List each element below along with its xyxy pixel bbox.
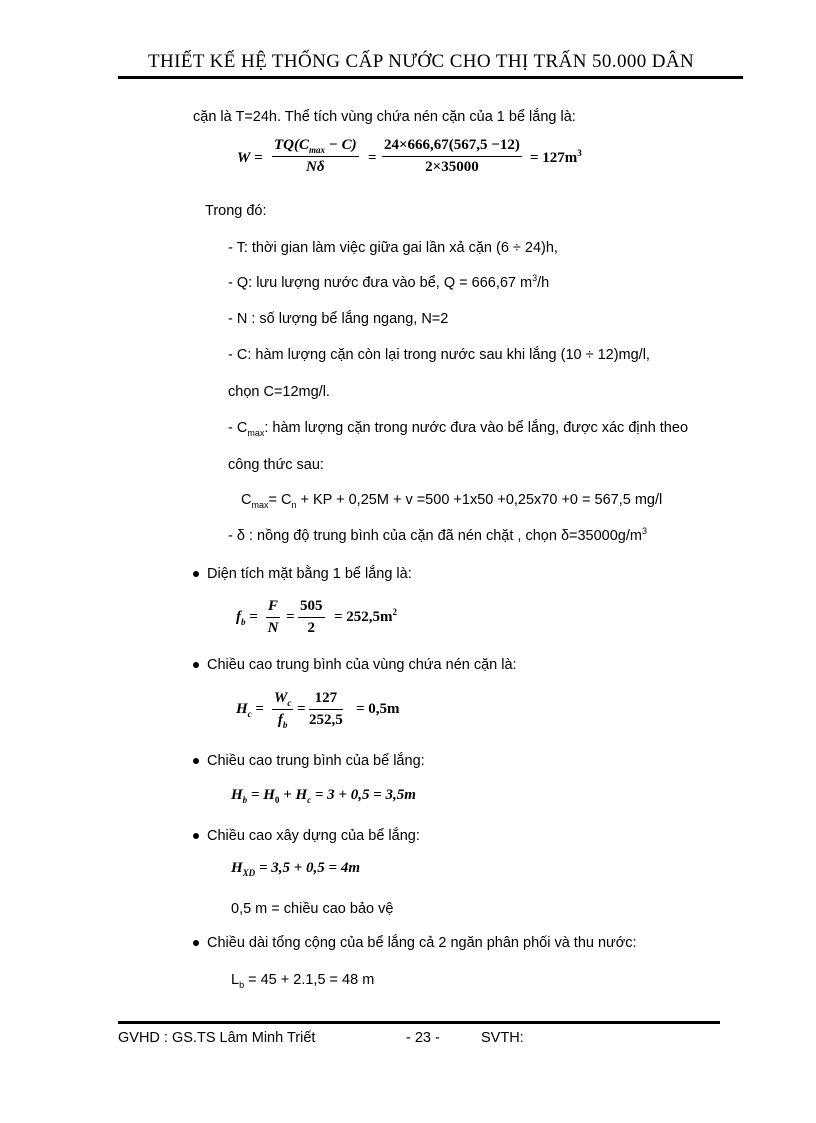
- footer-student: SVTH:: [481, 1030, 524, 1046]
- def-q: - Q: lưu lượng nước đưa vào bể, Q = 666,67 $m^3/h$: [228, 273, 550, 291]
- formula-fb-fraction-2: $\frac{505}{2}$: [300, 598, 323, 636]
- formula-hc-lhs: $H_c$ =: [236, 701, 264, 719]
- formula-w-eq: =: [368, 150, 377, 166]
- trong-do-label: Trong đó:: [205, 203, 267, 219]
- footer-rule: [118, 1021, 720, 1024]
- formula-fb-lhs: $f_b$ =: [236, 609, 258, 627]
- def-cmax-cont: công thức sau:: [228, 457, 324, 473]
- def-n: - N : số lượng bể lắng ngang, N=2: [228, 311, 449, 327]
- bullet-tank-height: Chiều cao trung bình của bể lắng:: [207, 753, 425, 769]
- formula-hxd: $H_{XD} = 3,5 + 0,5 = 4m$: [231, 860, 360, 878]
- bullet-total-length: Chiều dài tổng cộng của bể lắng cả 2 ngăn phân phối và thu nước:: [207, 935, 637, 951]
- bullet-construction-height: Chiều cao xây dựng của bể lắng:: [207, 828, 420, 844]
- formula-hb: $H_b = H_0 + H_c = 3 + 0,5 = 3,5m$: [231, 787, 416, 805]
- formula-w-fraction-2: $\frac{24\times 666,67(567,5 -12)}{2\times 35000}$: [384, 137, 520, 175]
- formula-hc-fraction-1: $\frac{W_c}{f_b}$: [274, 690, 292, 730]
- def-c: - C: hàm lượng cặn còn lại trong nước sau khi lắng (10 ÷ 12)mg/l,: [228, 347, 650, 363]
- footer-instructor: GVHD : GS.TS Lâm Minh Triết: [118, 1030, 316, 1046]
- intro-line: cặn là T=24h. Thể tích vùng chứa nén cặn của 1 bể lắng là:: [193, 109, 576, 125]
- bullet-dot: [193, 662, 199, 668]
- formula-w-lhs: W =: [237, 150, 263, 166]
- def-delta: - δ : nồng độ trung bình của cặn đã nén chặt , chọn $\delta=35000g/m^3$: [228, 526, 647, 544]
- def-c-choice: chọn C=12mg/l.: [228, 384, 330, 400]
- footer-page-number: - 23 -: [406, 1030, 440, 1046]
- formula-fb-eq: =: [286, 609, 295, 625]
- header-rule: [118, 76, 743, 79]
- bullet-dot: [193, 940, 199, 946]
- formula-fb-fraction-1: $\frac{F}{N}$: [267, 598, 279, 636]
- formula-hc-result: = 0,5m: [356, 701, 400, 717]
- bullet-sludge-height: Chiều cao trung bình của vùng chứa nén cặn là:: [207, 657, 517, 673]
- bullet-dot: [193, 833, 199, 839]
- formula-w-result: = $127m^3$: [530, 148, 582, 166]
- def-t: - T: thời gian làm việc giữa gai lần xả cặn (6 ÷ 24)h,: [228, 240, 558, 256]
- bullet-dot: [193, 758, 199, 764]
- protect-note: 0,5 m = chiều cao bảo vệ: [231, 901, 394, 917]
- bullet-area: Diện tích mặt bằng 1 bể lắng là:: [207, 566, 412, 582]
- bullet-dot: [193, 571, 199, 577]
- formula-hc-eq: =: [297, 701, 306, 717]
- cmax-formula: $C_{max}= C_n$ + KP + 0,25M + v =500 +1x50 +0,25x70 +0 = 567,5 mg/l: [241, 492, 663, 510]
- header-title: THIẾT KẾ HỆ THỐNG CẤP NƯỚC CHO THỊ TRẤN 50.000 DÂN: [148, 51, 695, 72]
- def-cmax: - $C_{max}$: hàm lượng cặn trong nước đưa vào bể lắng, được xác định theo: [228, 420, 689, 438]
- formula-w-fraction-1: $TQ(C_{max} - C)$ Nδ: [274, 137, 357, 175]
- formula-fb-result: = $252,5m^2$: [334, 607, 398, 625]
- formula-hc-fraction-2: $\frac{127}{252,5}$: [309, 690, 343, 728]
- lb-formula: $L_b = 45 + 2.1,5 = 48$ m: [231, 972, 375, 990]
